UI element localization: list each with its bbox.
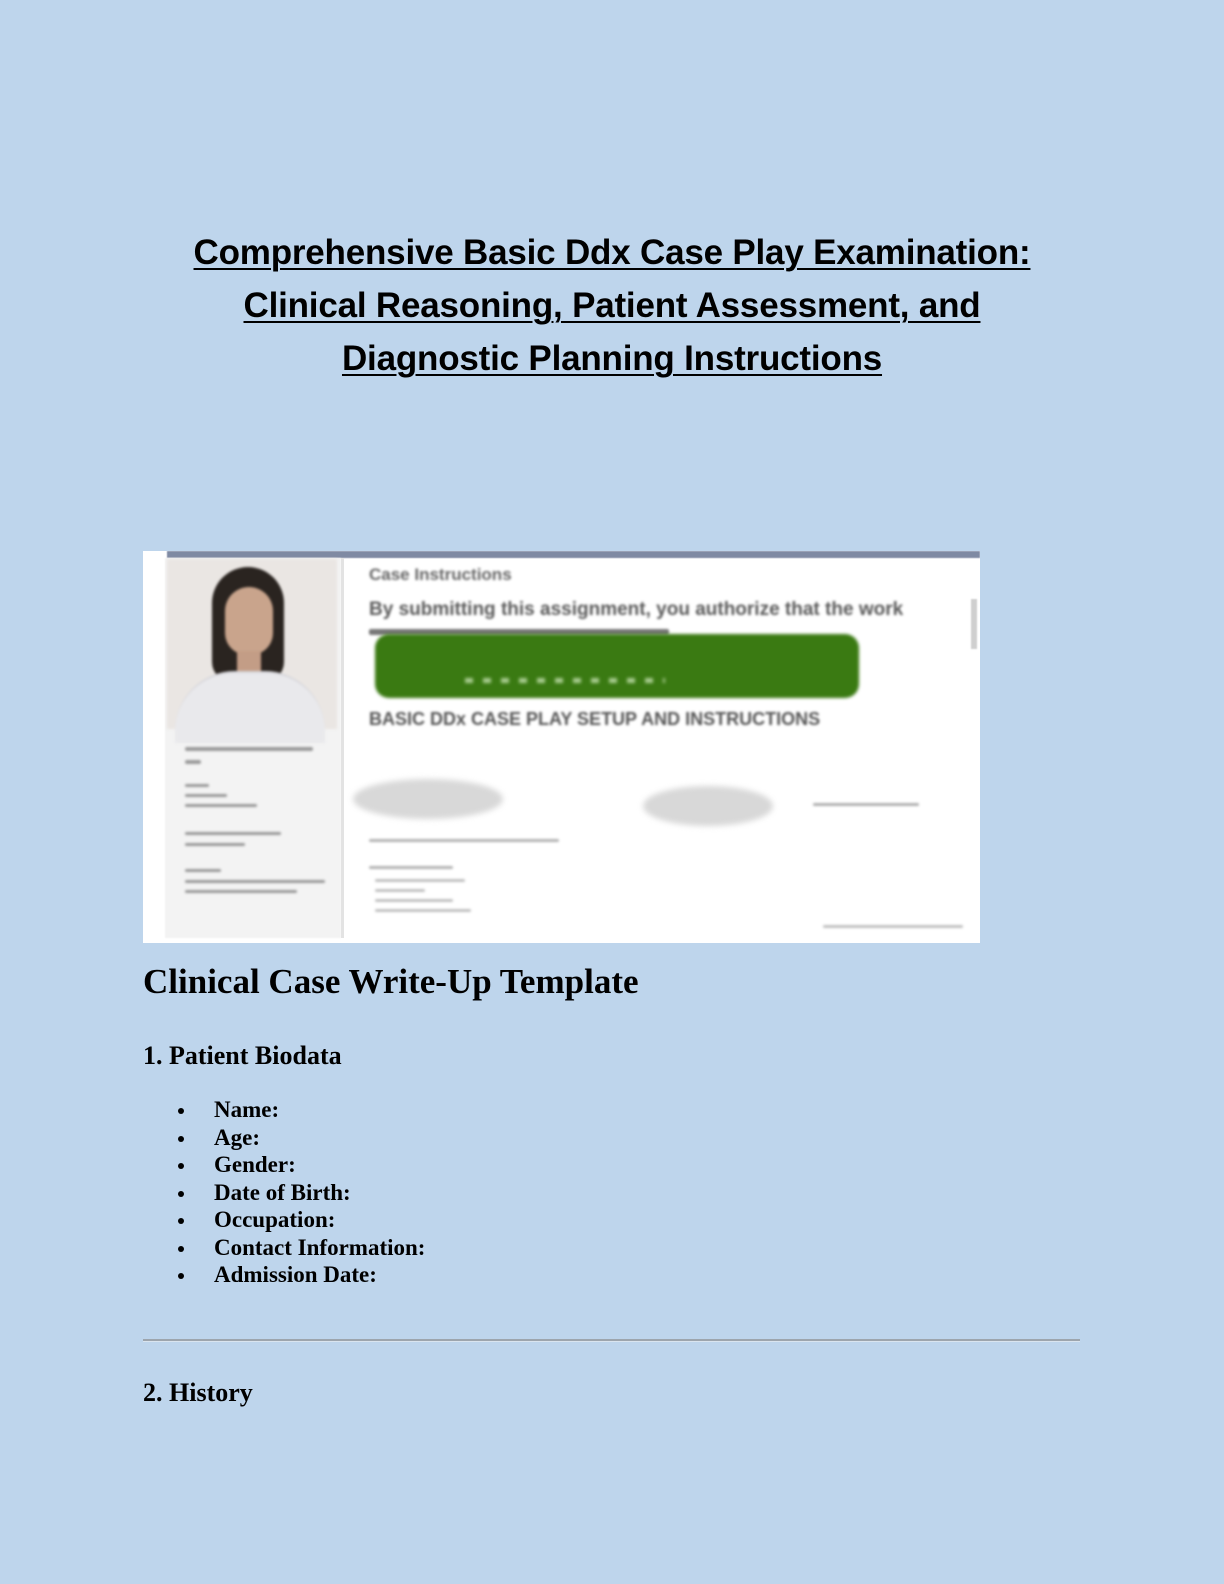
field-label-occupation: Occupation:	[214, 1207, 336, 1232]
list-item	[176, 1234, 425, 1262]
field-label-gender: Gender:	[214, 1152, 296, 1177]
document-title-line-1: Comprehensive Basic Ddx Case Play Examination:	[193, 233, 1031, 272]
screenshot-case-instructions-header: Case Instructions	[369, 565, 512, 584]
template-title: Clinical Case Write-Up Template	[143, 962, 639, 1001]
list-item	[176, 1206, 425, 1234]
sidebar-text-blur	[185, 880, 325, 883]
list-item	[176, 1261, 425, 1289]
document-title-line-3: Diagnostic Planning Instructions	[341, 339, 883, 378]
sidebar-text-blur	[185, 804, 257, 807]
sidebar-text-blur	[185, 794, 227, 797]
sidebar-text-blur	[185, 843, 245, 846]
bullet-icon	[178, 1191, 184, 1197]
field-label-date-of-birth: Date of Birth:	[214, 1179, 351, 1205]
screenshot-footer-blur	[823, 925, 963, 928]
screenshot-right-text-blur	[813, 803, 919, 806]
sidebar-text-blur	[185, 890, 297, 893]
screenshot-list-blur	[375, 899, 453, 902]
bullet-icon	[178, 1273, 184, 1279]
screenshot-list-blur	[375, 889, 425, 892]
screenshot-body-text-blur	[369, 866, 453, 869]
field-label-name: Name:	[214, 1097, 280, 1122]
screenshot-intro-text: By submitting this assignment, you authorize that the work	[369, 599, 904, 620]
bullet-icon	[178, 1108, 184, 1114]
screenshot-list-blur	[375, 909, 471, 912]
bullet-icon	[178, 1246, 184, 1252]
screenshot-list-blur	[375, 879, 465, 882]
section-divider	[143, 1339, 1080, 1342]
screenshot-body-text-blur	[369, 839, 559, 842]
list-item	[176, 1096, 425, 1124]
bullet-icon	[178, 1163, 184, 1169]
sidebar-text-blur	[185, 784, 209, 787]
sidebar-text-blur	[185, 760, 201, 764]
section-heading-biodata: 1. Patient Biodata	[143, 1041, 342, 1070]
screenshot-top-bar	[167, 551, 980, 558]
screenshot-scrollbar	[971, 599, 977, 649]
patient-photo	[167, 559, 337, 729]
biodata-field-list	[176, 1096, 425, 1289]
list-item	[176, 1151, 425, 1179]
sidebar-text-blur	[185, 832, 281, 835]
sidebar-text-blur	[185, 869, 221, 872]
section-heading-history: 2. History	[143, 1378, 253, 1407]
field-label-admission-date: Admission Date:	[214, 1262, 377, 1287]
screenshot-setup-heading: BASIC DDx CASE PLAY SETUP AND INSTRUCTIONS	[369, 709, 821, 729]
screenshot-divider	[341, 558, 344, 938]
list-item	[176, 1179, 425, 1207]
screenshot-green-banner	[375, 634, 859, 698]
document-title-line-2: Clinical Reasoning, Patient Assessment, and	[243, 286, 981, 325]
sidebar-text-blur	[185, 747, 313, 751]
list-item	[176, 1124, 425, 1152]
document-title	[140, 226, 1084, 385]
field-label-age: Age:	[214, 1124, 260, 1150]
field-label-contact-information: Contact Information:	[214, 1234, 426, 1260]
bullet-icon	[178, 1136, 184, 1142]
case-screenshot-image	[143, 551, 980, 943]
bullet-icon	[178, 1218, 184, 1224]
